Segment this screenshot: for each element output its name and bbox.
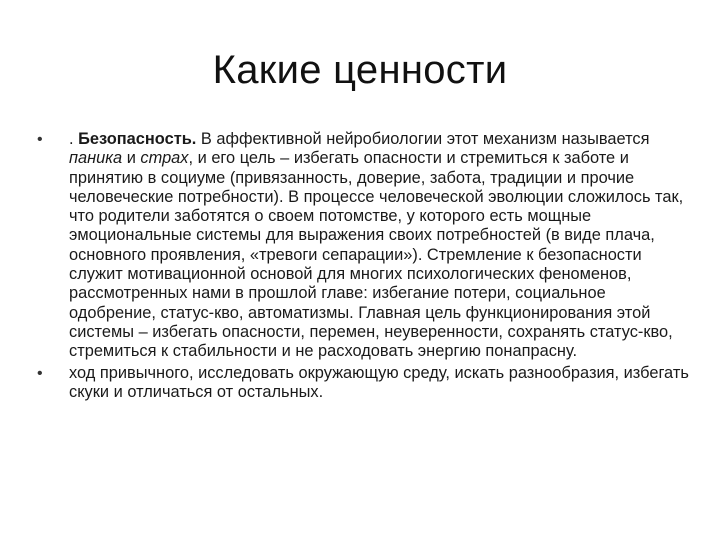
bullet-text: ход привычного, исследовать окружающую среду, искать разнообразия, избегать скуки и отличаться от остальных. <box>69 363 689 401</box>
bullet-icon: • <box>37 131 43 148</box>
bullet-italic-term: страх <box>140 149 189 168</box>
bullet-text <box>69 130 683 360</box>
bullet-italic-term: паника <box>69 149 123 168</box>
bullet-item-exploration <box>37 364 692 403</box>
bullet-item-security <box>37 130 692 362</box>
slide-title: Какие ценности <box>212 48 508 92</box>
bullet-bold-heading: Безопасность. <box>78 130 197 148</box>
bullet-text-part: , и его цель – избегать опасности и стремиться к заботе и принятию в социуме (привязанность, доверие, забота, традиции и прочие человеческие потребности). В процессе человеческой эволюции сложилось так, что родители заботятся о своем потомстве, у которого есть мощные эмоциональные системы для выражения своих потребностей (в виде плача, основного проявления, «тревоги сепарации»). Стремление к безопасности служит мотивационной основой для многих психологических феноменов, рассмотренных нами в прошлой главе: избегание потери, социальное одобрение, статус-кво, автоматизмы. Главная цель функционирования этой системы – избегать опасности, перемен, неуверенности, сохранять статус-кво, стремиться к стабильности и не расходовать энергию понапрасну. <box>69 149 684 361</box>
bullet-list <box>37 130 692 404</box>
bullet-text-part: В аффективной нейробиологии этот механизм называется <box>196 130 650 148</box>
bullet-lead: . <box>69 130 79 148</box>
bullet-icon: • <box>37 364 43 382</box>
bullet-text-part: и <box>122 149 141 168</box>
